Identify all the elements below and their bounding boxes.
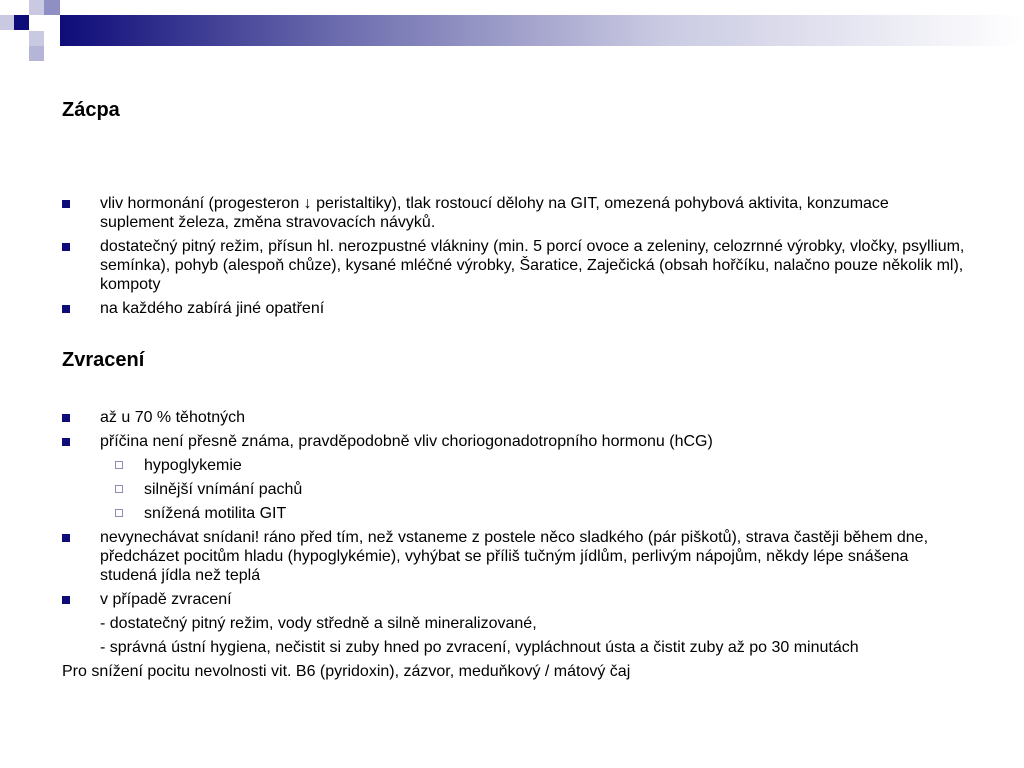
sub-list-item-text: hypoglykemie [144, 457, 242, 474]
sub-list-item-text: snížená motilita GIT [144, 505, 287, 522]
hollow-square-bullet-icon [115, 485, 123, 493]
header-square-decoration [14, 15, 29, 30]
list-item-text: dostatečný pitný režim, přísun hl. nerozpustné vlákniny (min. 5 porcí ovoce a zeleniny, celozrnné výrobky, vločky, psyllium, semínka), pohyb (alespoň chůze), kysané mléčné výrobky, Šaratice, Zaječická (obsah hořčíku, nalačno pouze několik ml), kompoty [100, 238, 965, 293]
footer-note: Pro snížení pocitu nevolnosti vit. B6 (pyridoxin), zázvor, meduňkový / mátový čaj [62, 663, 631, 680]
header-square-decoration [44, 0, 60, 15]
continuation-line: - dostatečný pitný režim, vody středně a silně mineralizované, [100, 615, 537, 632]
header-square-decoration [44, 15, 60, 31]
header-square-decoration [29, 31, 44, 46]
sub-list-item-text: silnější vnímání pachů [144, 481, 303, 498]
header-square-decoration [29, 0, 44, 15]
sub-list-item [62, 480, 967, 499]
list-item [62, 590, 967, 609]
list-item-text: vliv hormonání (progesteron ↓ peristaltiky), tlak rostoucí dělohy na GIT, omezená pohybová aktivita, konzumace suplement železa, změna stravovacích návyků. [100, 195, 889, 231]
header-square-decoration [0, 0, 14, 14]
square-bullet-icon [62, 243, 70, 251]
list-item [62, 237, 967, 294]
list-item [62, 194, 967, 232]
section-title-zvraceni: Zvracení [62, 349, 145, 371]
square-bullet-icon [62, 596, 70, 604]
list-item [62, 528, 967, 585]
list-item-text: v případě zvracení [100, 591, 232, 608]
square-bullet-icon [62, 438, 70, 446]
list-item [62, 408, 967, 427]
sub-list-item [62, 504, 967, 523]
square-bullet-icon [62, 305, 70, 313]
list-item-text: na každého zabírá jiné opatření [100, 300, 325, 317]
hollow-square-bullet-icon [115, 461, 123, 469]
square-bullet-icon [62, 200, 70, 208]
section-zvraceni-list [62, 408, 967, 686]
list-item-text: nevynechávat snídani! ráno před tím, než vstaneme z postele něco sladkého (pár piškotů), strava častěji během dne, předcházet pocitům hladu (hypoglykémie), vyhýbat se příliš tučným jídlům, perlivým nápojům, někdy lépe snášena studená jídla než teplá [100, 529, 929, 584]
list-item [62, 432, 967, 451]
header-gradient-bar [60, 15, 1024, 46]
continuation-line: - správná ústní hygiena, nečistit si zuby hned po zvracení, vypláchnout ústa a čistit zuby až po 30 minutách [100, 639, 859, 656]
section-zacpa-list [62, 194, 967, 323]
header-square-decoration [0, 15, 14, 30]
sub-list-item [62, 456, 967, 475]
list-item [62, 299, 967, 318]
hollow-square-bullet-icon [115, 509, 123, 517]
header-square-decoration [29, 46, 44, 61]
section-title-zacpa: Zácpa [62, 99, 120, 121]
square-bullet-icon [62, 414, 70, 422]
list-item-text: příčina není přesně známa, pravděpodobně vliv choriogonadotropního hormonu (hCG) [100, 433, 713, 450]
list-item-text: až u 70 % těhotných [100, 409, 245, 426]
square-bullet-icon [62, 534, 70, 542]
